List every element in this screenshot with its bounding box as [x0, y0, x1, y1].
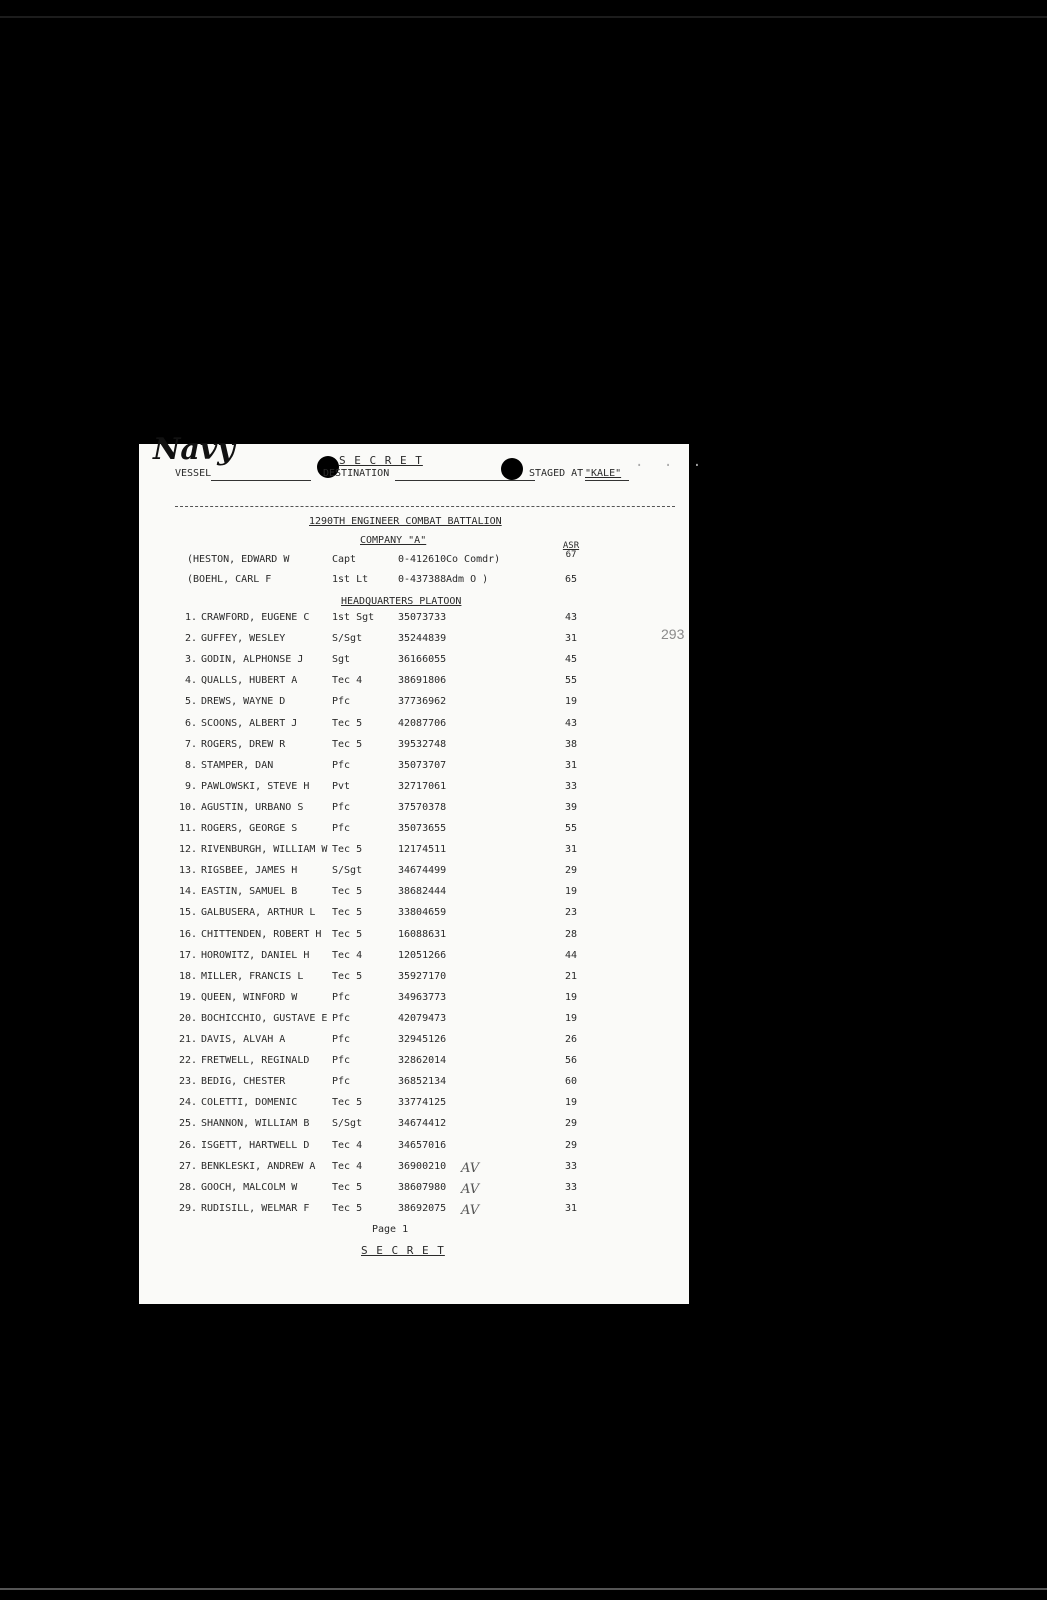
roster-number: 1. — [184, 612, 197, 623]
roster-name: GOOCH, MALCOLM W — [201, 1181, 298, 1193]
roster-row — [139, 675, 689, 695]
roster-name: ROGERS, DREW R — [201, 738, 286, 750]
roster-serial: 34674499 — [398, 865, 447, 877]
roster-rank: Tec 4 — [332, 949, 363, 961]
officer-serial: 0-437388 — [398, 574, 447, 585]
roster-serial: 32945126 — [398, 1034, 447, 1045]
roster-name: RUDISILL, WELMAR F — [201, 1202, 310, 1214]
destination-field — [395, 480, 535, 481]
roster-serial: 12174511 — [398, 844, 447, 856]
roster-rank: Pfc — [332, 801, 351, 813]
roster-number: 12. — [178, 844, 197, 856]
roster-number: 20. — [178, 1012, 197, 1024]
roster-rank: 1st Sgt — [332, 612, 375, 623]
classification-top: S E C R E T — [339, 454, 423, 467]
officer-role: Adm O ) — [446, 574, 489, 585]
roster-serial: 38692075 — [398, 1202, 447, 1214]
roster-row — [139, 865, 689, 885]
roster-row — [139, 907, 689, 927]
roster-rank: S/Sgt — [332, 865, 363, 877]
roster-number: 16. — [178, 928, 197, 940]
roster-name: SHANNON, WILLIAM B — [201, 1118, 310, 1130]
scan-edge-bottom — [0, 1588, 1047, 1590]
roster-rank: Tec 5 — [332, 970, 363, 982]
roster-serial: 34963773 — [398, 991, 447, 1003]
roster-asr: 55 — [564, 675, 578, 687]
roster-asr: 43 — [564, 717, 578, 729]
page-number: Page 1 — [372, 1224, 409, 1235]
roster-number: 23. — [178, 1076, 197, 1088]
roster-rank: Pfc — [332, 1034, 351, 1045]
roster-name: RIGSBEE, JAMES H — [201, 865, 298, 877]
roster-asr: 19 — [564, 1012, 578, 1024]
roster-asr: 33 — [564, 1181, 578, 1193]
roster-name: BENKLESKI, ANDREW A — [201, 1160, 316, 1172]
roster-serial: 12051266 — [398, 949, 447, 961]
roster-row — [139, 1203, 689, 1223]
roster-number: 29. — [178, 1202, 197, 1214]
roster-name: CHITTENDEN, ROBERT H — [201, 928, 322, 940]
roster-asr: 23 — [564, 907, 578, 919]
roster-number: 11. — [178, 823, 197, 834]
roster-serial: 37570378 — [398, 801, 447, 813]
roster-serial: 33804659 — [398, 907, 447, 919]
roster-ink-mark: AV — [461, 1181, 480, 1197]
roster-ink-mark: AV — [461, 1202, 480, 1218]
asr-sub: 67 — [565, 550, 577, 560]
roster-rank: Tec 5 — [332, 738, 363, 750]
scan-dots: · · · — [635, 458, 708, 474]
roster-asr: 21 — [564, 970, 578, 982]
roster-name: GALBUSERA, ARTHUR L — [201, 907, 316, 919]
roster-asr: 31 — [564, 1202, 578, 1214]
roster-asr: 31 — [564, 759, 578, 771]
roster-number: 10. — [178, 801, 197, 813]
roster-name: COLETTI, DOMENIC — [201, 1097, 298, 1109]
roster-serial: 38691806 — [398, 675, 447, 687]
roster-asr: 43 — [564, 612, 578, 623]
roster-row — [139, 992, 689, 1012]
roster-asr: 38 — [564, 738, 578, 750]
roster-asr: 19 — [564, 1097, 578, 1109]
roster-row — [139, 781, 689, 801]
roster-name: SCOONS, ALBERT J — [201, 717, 298, 729]
roster-asr: 55 — [564, 823, 578, 834]
roster-serial: 16088631 — [398, 928, 447, 940]
officer-rank: Capt — [332, 554, 357, 565]
roster-number: 25. — [178, 1118, 197, 1130]
roster-asr: 19 — [564, 696, 578, 708]
roster-asr: 19 — [564, 991, 578, 1003]
roster-row — [139, 1055, 689, 1075]
roster-row — [139, 886, 689, 906]
roster-rank: S/Sgt — [332, 1118, 363, 1130]
roster-row — [139, 1097, 689, 1117]
roster-serial: 42079473 — [398, 1012, 447, 1024]
roster-serial: 32717061 — [398, 780, 447, 792]
officer-role: Co Comdr) — [446, 554, 501, 565]
roster-rank: Pfc — [332, 759, 351, 771]
roster-row — [139, 654, 689, 674]
roster-asr: 19 — [564, 886, 578, 898]
roster-serial: 34657016 — [398, 1139, 447, 1151]
destination-label: DESTINATION — [323, 468, 390, 479]
roster-serial: 35073655 — [398, 823, 447, 834]
roster-serial: 42087706 — [398, 717, 447, 729]
roster-number: 27. — [178, 1160, 197, 1172]
roster-row — [139, 950, 689, 970]
roster-name: EASTIN, SAMUEL B — [201, 886, 298, 898]
roster-number: 2. — [184, 633, 197, 645]
roster-number: 5. — [184, 696, 197, 708]
officer-name: (BOEHL, CARL F — [187, 574, 272, 585]
roster-rank: Pfc — [332, 1055, 351, 1067]
vessel-label: VESSEL — [175, 468, 212, 479]
roster-rank: Pfc — [332, 1012, 351, 1024]
roster-rank: Tec 5 — [332, 717, 363, 729]
roster-name: GUFFEY, WESLEY — [201, 633, 286, 645]
roster-row — [139, 823, 689, 843]
roster-row — [139, 1182, 689, 1202]
roster-asr: 60 — [564, 1076, 578, 1088]
roster-number: 14. — [178, 886, 197, 898]
officer-serial: 0-412610 — [398, 554, 447, 565]
roster-row — [139, 1076, 689, 1096]
roster-name: ISGETT, HARTWELL D — [201, 1139, 310, 1151]
roster-name: RIVENBURGH, WILLIAM W — [201, 844, 328, 856]
roster-number: 15. — [178, 907, 197, 919]
roster-asr: 56 — [564, 1055, 578, 1067]
roster-number: 3. — [184, 654, 197, 666]
roster-name: QUALLS, HUBERT A — [201, 675, 298, 687]
roster-number: 6. — [184, 717, 197, 729]
roster-name: MILLER, FRANCIS L — [201, 970, 304, 982]
roster-serial: 33774125 — [398, 1097, 447, 1109]
roster-serial: 36900210 — [398, 1160, 447, 1172]
roster-serial: 37736962 — [398, 696, 447, 708]
company-title: COMPANY "A" — [360, 535, 427, 546]
roster-rank: Pfc — [332, 823, 351, 834]
roster-rank: Sgt — [332, 654, 351, 666]
header-rule — [175, 506, 675, 507]
staged-field — [585, 480, 629, 481]
roster-row — [139, 739, 689, 759]
roster-name: BEDIG, CHESTER — [201, 1076, 286, 1088]
roster-rank: S/Sgt — [332, 633, 363, 645]
roster-serial: 38682444 — [398, 886, 447, 898]
roster-rank: Tec 4 — [332, 1139, 363, 1151]
platoon-title: HEADQUARTERS PLATOON — [341, 596, 462, 607]
roster-number: 24. — [178, 1097, 197, 1109]
roster-ink-mark: AV — [461, 1160, 480, 1176]
roster-number: 21. — [178, 1034, 197, 1045]
officer-rank: 1st Lt — [332, 574, 369, 585]
battalion-title: 1290TH ENGINEER COMBAT BATTALION — [309, 516, 502, 527]
roster-asr: 45 — [564, 654, 578, 666]
roster-name: PAWLOWSKI, STEVE H — [201, 780, 310, 792]
roster-asr: 28 — [564, 928, 578, 940]
roster-serial: 38607980 — [398, 1181, 447, 1193]
vessel-field — [211, 480, 311, 481]
classification-bottom: S E C R E T — [361, 1244, 445, 1257]
roster-rank: Pfc — [332, 696, 351, 708]
roster-number: 28. — [178, 1181, 197, 1193]
roster-asr: 33 — [564, 780, 578, 792]
roster-name: CRAWFORD, EUGENE C — [201, 612, 310, 623]
roster-serial: 35073733 — [398, 612, 447, 623]
roster-rank: Pvt — [332, 780, 351, 792]
asr-label: ASR — [562, 541, 580, 551]
roster-row — [139, 1118, 689, 1138]
roster-rank: Tec 5 — [332, 928, 363, 940]
roster-rank: Tec 4 — [332, 1160, 363, 1172]
roster-row — [139, 844, 689, 864]
margin-number: 293 — [661, 626, 685, 642]
roster-asr: 31 — [564, 633, 578, 645]
roster-asr: 44 — [564, 949, 578, 961]
roster-rank: Tec 5 — [332, 1097, 363, 1109]
roster-name: QUEEN, WINFORD W — [201, 991, 298, 1003]
punch-hole-right — [501, 458, 523, 480]
roster-rank: Tec 5 — [332, 1181, 363, 1193]
roster-row — [139, 929, 689, 949]
roster-name: GODIN, ALPHONSE J — [201, 654, 304, 666]
roster-number: 8. — [184, 759, 197, 771]
roster-serial: 39532748 — [398, 738, 447, 750]
roster-row — [139, 971, 689, 991]
roster-asr: 29 — [564, 1118, 578, 1130]
staged-value: "KALE" — [585, 468, 622, 479]
roster-number: 4. — [184, 675, 197, 687]
officer-name: (HESTON, EDWARD W — [187, 554, 290, 565]
roster-serial: 36166055 — [398, 654, 447, 666]
handwritten-note: Navy — [153, 432, 235, 467]
roster-serial: 35073707 — [398, 759, 447, 771]
roster-asr: 39 — [564, 801, 578, 813]
roster-row — [139, 633, 689, 653]
roster-number: 13. — [178, 865, 197, 877]
roster-row — [139, 1013, 689, 1033]
roster-number: 26. — [178, 1139, 197, 1151]
roster-number: 22. — [178, 1055, 197, 1067]
roster-serial: 36852134 — [398, 1076, 447, 1088]
roster-rank: Tec 4 — [332, 675, 363, 687]
roster-rank: Tec 5 — [332, 844, 363, 856]
roster-asr: 29 — [564, 865, 578, 877]
roster-asr: 33 — [564, 1160, 578, 1172]
roster-rank: Pfc — [332, 1076, 351, 1088]
roster-serial: 34674412 — [398, 1118, 447, 1130]
roster-serial: 35244839 — [398, 633, 447, 645]
officer-asr: 65 — [564, 574, 578, 585]
officer-row — [139, 554, 689, 574]
roster-number: 18. — [178, 970, 197, 982]
roster-number: 9. — [184, 780, 197, 792]
roster-asr: 31 — [564, 844, 578, 856]
roster-serial: 32862014 — [398, 1055, 447, 1067]
roster-number: 7. — [184, 738, 197, 750]
roster-rank: Tec 5 — [332, 886, 363, 898]
roster-row — [139, 612, 689, 632]
roster-row — [139, 696, 689, 716]
roster-asr: 26 — [564, 1034, 578, 1045]
roster-name: BOCHICCHIO, GUSTAVE E — [201, 1012, 328, 1024]
roster-serial: 35927170 — [398, 970, 447, 982]
officer-row — [139, 574, 689, 594]
roster-row — [139, 1140, 689, 1160]
scan-edge-top — [0, 16, 1047, 18]
roster-name: ROGERS, GEORGE S — [201, 823, 298, 834]
roster-row — [139, 718, 689, 738]
roster-name: DAVIS, ALVAH A — [201, 1034, 286, 1045]
roster-name: FRETWELL, REGINALD — [201, 1055, 310, 1067]
roster-row — [139, 802, 689, 822]
roster-asr: 29 — [564, 1139, 578, 1151]
roster-row — [139, 1161, 689, 1181]
roster-row — [139, 760, 689, 780]
document-page — [139, 432, 689, 1304]
roster-rank: Tec 5 — [332, 1202, 363, 1214]
roster-name: HOROWITZ, DANIEL H — [201, 949, 310, 961]
roster-name: STAMPER, DAN — [201, 759, 274, 771]
roster-rank: Pfc — [332, 991, 351, 1003]
roster-number: 17. — [178, 949, 197, 961]
roster-row — [139, 1034, 689, 1054]
staged-label: STAGED AT — [529, 468, 584, 479]
roster-number: 19. — [178, 991, 197, 1003]
roster-name: AGUSTIN, URBANO S — [201, 801, 304, 813]
roster-rank: Tec 5 — [332, 907, 363, 919]
roster-name: DREWS, WAYNE D — [201, 696, 286, 708]
